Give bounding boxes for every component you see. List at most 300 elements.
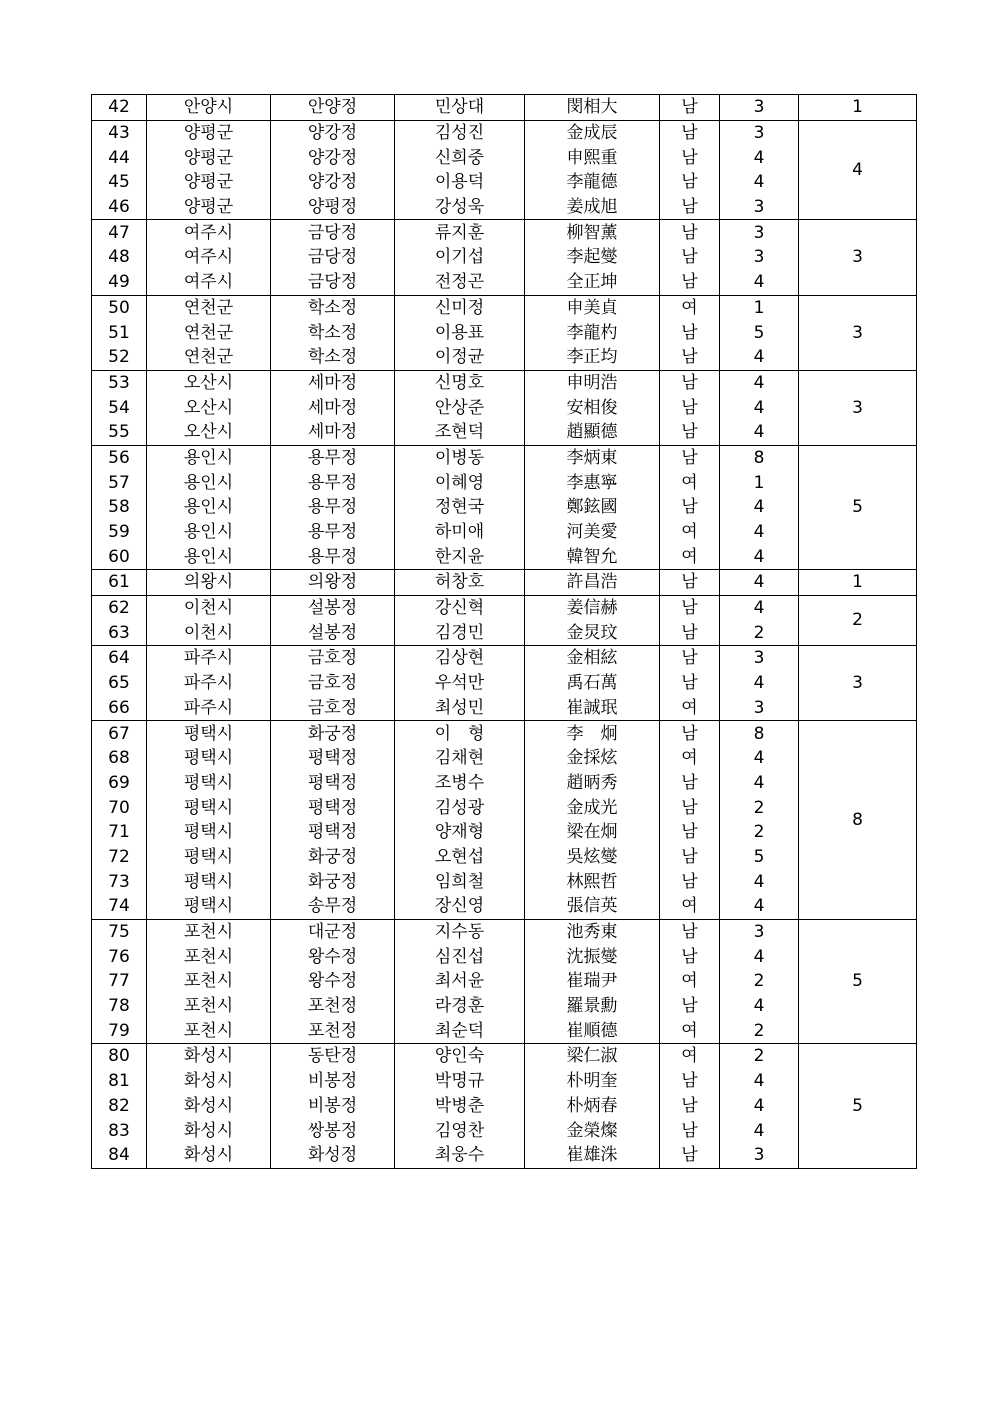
city-cell: 평택시 — [147, 894, 271, 919]
gender-cell: 남 — [660, 145, 720, 170]
archery-club-cell: 안양정 — [271, 95, 395, 121]
row-number-cell: 64 — [92, 646, 147, 671]
archery-club-cell: 의왕정 — [271, 570, 395, 596]
gender-cell: 남 — [660, 570, 720, 596]
name-korean-cell: 최성민 — [395, 696, 525, 721]
grade-cell: 4 — [720, 595, 799, 620]
table-row — [92, 969, 917, 994]
row-number-cell: 47 — [92, 220, 147, 245]
city-cell: 포천시 — [147, 1018, 271, 1043]
row-number-cell: 56 — [92, 445, 147, 470]
group-count-cell: 4 — [799, 120, 917, 220]
archery-club-cell: 금당정 — [271, 220, 395, 245]
row-number-cell: 46 — [92, 195, 147, 220]
gender-cell: 남 — [660, 869, 720, 894]
row-number-cell: 54 — [92, 395, 147, 420]
grade-cell: 4 — [720, 746, 799, 771]
name-korean-cell: 라경훈 — [395, 994, 525, 1019]
row-number-cell: 52 — [92, 345, 147, 370]
grade-cell: 4 — [720, 420, 799, 445]
name-korean-cell: 안상준 — [395, 395, 525, 420]
grade-cell: 4 — [720, 1118, 799, 1143]
name-hanja-cell: 金炅玟 — [525, 620, 660, 645]
city-cell: 연천군 — [147, 345, 271, 370]
gender-cell: 남 — [660, 944, 720, 969]
gender-cell: 남 — [660, 270, 720, 295]
archery-club-cell: 비봉정 — [271, 1094, 395, 1119]
name-korean-cell: 한지윤 — [395, 544, 525, 569]
table-row — [92, 1118, 917, 1143]
city-cell: 포천시 — [147, 969, 271, 994]
archery-club-cell: 세마정 — [271, 395, 395, 420]
grade-cell: 3 — [720, 195, 799, 220]
row-number-cell: 78 — [92, 994, 147, 1019]
grade-cell: 4 — [720, 671, 799, 696]
row-number-cell: 63 — [92, 620, 147, 645]
name-hanja-cell: 崔雄洙 — [525, 1143, 660, 1168]
table-row — [92, 420, 917, 445]
name-korean-cell: 이병동 — [395, 445, 525, 470]
archery-club-cell: 학소정 — [271, 320, 395, 345]
gender-cell: 남 — [660, 1143, 720, 1168]
table-row — [92, 1018, 917, 1043]
table-row — [92, 245, 917, 270]
city-cell: 화성시 — [147, 1143, 271, 1168]
row-number-cell: 65 — [92, 671, 147, 696]
name-korean-cell: 최순덕 — [395, 1018, 525, 1043]
name-korean-cell: 이용표 — [395, 320, 525, 345]
name-hanja-cell: 崔誠珉 — [525, 696, 660, 721]
row-number-cell: 73 — [92, 869, 147, 894]
gender-cell: 남 — [660, 845, 720, 870]
gender-cell: 남 — [660, 395, 720, 420]
name-hanja-cell: 林熙哲 — [525, 869, 660, 894]
city-cell: 파주시 — [147, 696, 271, 721]
grade-cell: 4 — [720, 994, 799, 1019]
group-count-cell: 1 — [799, 570, 917, 596]
name-korean-cell: 김채현 — [395, 746, 525, 771]
name-hanja-cell: 李龍德 — [525, 170, 660, 195]
archery-club-cell: 학소정 — [271, 345, 395, 370]
city-cell: 용인시 — [147, 470, 271, 495]
archery-club-cell: 평택정 — [271, 746, 395, 771]
city-cell: 평택시 — [147, 721, 271, 746]
grade-cell: 2 — [720, 1018, 799, 1043]
gender-cell: 남 — [660, 120, 720, 145]
row-number-cell: 80 — [92, 1044, 147, 1069]
city-cell: 양평군 — [147, 170, 271, 195]
archery-club-cell: 평택정 — [271, 820, 395, 845]
table-row — [92, 746, 917, 771]
table-row — [92, 520, 917, 545]
row-number-cell: 67 — [92, 721, 147, 746]
grade-cell: 4 — [720, 894, 799, 919]
gender-cell: 남 — [660, 345, 720, 370]
name-hanja-cell: 申熙重 — [525, 145, 660, 170]
name-korean-cell: 최서윤 — [395, 969, 525, 994]
gender-cell: 남 — [660, 795, 720, 820]
row-number-cell: 60 — [92, 544, 147, 569]
city-cell: 평택시 — [147, 869, 271, 894]
name-korean-cell: 김영찬 — [395, 1118, 525, 1143]
table-row — [92, 320, 917, 345]
city-cell: 여주시 — [147, 220, 271, 245]
group-count-cell: 8 — [799, 721, 917, 920]
table-row — [92, 1044, 917, 1069]
city-cell: 오산시 — [147, 420, 271, 445]
name-korean-cell: 민상대 — [395, 95, 525, 121]
name-hanja-cell: 姜信赫 — [525, 595, 660, 620]
row-number-cell: 83 — [92, 1118, 147, 1143]
name-hanja-cell: 金採炫 — [525, 746, 660, 771]
table-row — [92, 1143, 917, 1168]
row-number-cell: 51 — [92, 320, 147, 345]
name-korean-cell: 박병춘 — [395, 1094, 525, 1119]
name-hanja-cell: 全正坤 — [525, 270, 660, 295]
name-korean-cell: 임희철 — [395, 869, 525, 894]
grade-cell: 4 — [720, 771, 799, 796]
name-korean-cell: 류지훈 — [395, 220, 525, 245]
grade-cell: 3 — [720, 1143, 799, 1168]
archery-club-cell: 양강정 — [271, 170, 395, 195]
name-hanja-cell: 柳智薰 — [525, 220, 660, 245]
archery-club-cell: 세마정 — [271, 370, 395, 395]
row-number-cell: 55 — [92, 420, 147, 445]
name-hanja-cell: 李炳東 — [525, 445, 660, 470]
city-cell: 의왕시 — [147, 570, 271, 596]
archery-club-cell: 용무정 — [271, 445, 395, 470]
name-hanja-cell: 李正均 — [525, 345, 660, 370]
name-hanja-cell: 申美貞 — [525, 295, 660, 320]
row-number-cell: 72 — [92, 845, 147, 870]
table-row — [92, 270, 917, 295]
table-row — [92, 495, 917, 520]
grade-cell: 4 — [720, 570, 799, 596]
city-cell: 오산시 — [147, 370, 271, 395]
grade-cell: 4 — [720, 544, 799, 569]
gender-cell: 남 — [660, 1118, 720, 1143]
row-number-cell: 75 — [92, 919, 147, 944]
name-korean-cell: 신미정 — [395, 295, 525, 320]
table-row — [92, 696, 917, 721]
row-number-cell: 71 — [92, 820, 147, 845]
name-korean-cell: 이용덕 — [395, 170, 525, 195]
archery-club-cell: 용무정 — [271, 495, 395, 520]
name-korean-cell: 이정균 — [395, 345, 525, 370]
row-number-cell: 68 — [92, 746, 147, 771]
name-hanja-cell: 梁仁淑 — [525, 1044, 660, 1069]
table-row — [92, 620, 917, 645]
name-korean-cell: 김성진 — [395, 120, 525, 145]
row-number-cell: 69 — [92, 771, 147, 796]
grade-cell: 8 — [720, 721, 799, 746]
city-cell: 평택시 — [147, 795, 271, 820]
group-count-cell: 2 — [799, 595, 917, 645]
city-cell: 안양시 — [147, 95, 271, 121]
table-row — [92, 370, 917, 395]
table-row — [92, 220, 917, 245]
table-row — [92, 771, 917, 796]
name-korean-cell: 강성욱 — [395, 195, 525, 220]
table-row — [92, 570, 917, 596]
name-hanja-cell: 許昌浩 — [525, 570, 660, 596]
name-korean-cell: 정현국 — [395, 495, 525, 520]
name-hanja-cell: 金成辰 — [525, 120, 660, 145]
archery-club-cell: 금호정 — [271, 696, 395, 721]
grade-cell: 5 — [720, 845, 799, 870]
gender-cell: 남 — [660, 95, 720, 121]
row-number-cell: 66 — [92, 696, 147, 721]
grade-cell: 2 — [720, 820, 799, 845]
row-number-cell: 62 — [92, 595, 147, 620]
name-hanja-cell: 李龍杓 — [525, 320, 660, 345]
gender-cell: 남 — [660, 320, 720, 345]
table-row — [92, 919, 917, 944]
city-cell: 연천군 — [147, 295, 271, 320]
grade-cell: 4 — [720, 270, 799, 295]
grade-cell: 1 — [720, 295, 799, 320]
table-row — [92, 120, 917, 145]
grade-cell: 2 — [720, 1044, 799, 1069]
city-cell: 화성시 — [147, 1094, 271, 1119]
city-cell: 화성시 — [147, 1118, 271, 1143]
city-cell: 평택시 — [147, 820, 271, 845]
archery-club-cell: 화성정 — [271, 1143, 395, 1168]
gender-cell: 남 — [660, 220, 720, 245]
gender-cell: 남 — [660, 646, 720, 671]
grade-cell: 5 — [720, 320, 799, 345]
archery-club-cell: 대군정 — [271, 919, 395, 944]
gender-cell: 남 — [660, 420, 720, 445]
table-row — [92, 395, 917, 420]
name-hanja-cell: 姜成旭 — [525, 195, 660, 220]
group-count-cell: 5 — [799, 919, 917, 1043]
name-korean-cell: 강신혁 — [395, 595, 525, 620]
city-cell: 파주시 — [147, 671, 271, 696]
archery-club-cell: 양강정 — [271, 120, 395, 145]
row-number-cell: 57 — [92, 470, 147, 495]
city-cell: 여주시 — [147, 245, 271, 270]
archery-club-cell: 평택정 — [271, 795, 395, 820]
gender-cell: 여 — [660, 894, 720, 919]
table-row — [92, 721, 917, 746]
name-hanja-cell: 朴炳春 — [525, 1094, 660, 1119]
name-korean-cell: 조현덕 — [395, 420, 525, 445]
grade-cell: 4 — [720, 520, 799, 545]
name-korean-cell: 양재형 — [395, 820, 525, 845]
grade-cell: 4 — [720, 370, 799, 395]
city-cell: 포천시 — [147, 944, 271, 969]
gender-cell: 여 — [660, 295, 720, 320]
table-row — [92, 470, 917, 495]
gender-cell: 여 — [660, 1044, 720, 1069]
archery-club-cell: 용무정 — [271, 470, 395, 495]
name-hanja-cell: 金相絃 — [525, 646, 660, 671]
group-count-cell: 3 — [799, 220, 917, 295]
grade-cell: 4 — [720, 869, 799, 894]
row-number-cell: 76 — [92, 944, 147, 969]
gender-cell: 남 — [660, 595, 720, 620]
name-hanja-cell: 沈振燮 — [525, 944, 660, 969]
name-hanja-cell: 申明浩 — [525, 370, 660, 395]
gender-cell: 남 — [660, 370, 720, 395]
row-number-cell: 50 — [92, 295, 147, 320]
grade-cell: 3 — [720, 919, 799, 944]
name-hanja-cell: 閔相大 — [525, 95, 660, 121]
archery-club-cell: 포천정 — [271, 1018, 395, 1043]
archery-club-cell: 동탄정 — [271, 1044, 395, 1069]
archery-club-cell: 금호정 — [271, 671, 395, 696]
gender-cell: 여 — [660, 969, 720, 994]
gender-cell: 여 — [660, 520, 720, 545]
table-row — [92, 795, 917, 820]
name-hanja-cell: 安相俊 — [525, 395, 660, 420]
row-number-cell: 59 — [92, 520, 147, 545]
archery-club-cell: 화궁정 — [271, 721, 395, 746]
city-cell: 포천시 — [147, 994, 271, 1019]
table-row — [92, 95, 917, 121]
gender-cell: 여 — [660, 470, 720, 495]
name-korean-cell: 하미애 — [395, 520, 525, 545]
name-hanja-cell: 崔瑞尹 — [525, 969, 660, 994]
archery-club-cell: 용무정 — [271, 544, 395, 569]
gender-cell: 남 — [660, 1094, 720, 1119]
city-cell: 이천시 — [147, 595, 271, 620]
archery-club-cell: 왕수정 — [271, 969, 395, 994]
gender-cell: 여 — [660, 746, 720, 771]
name-korean-cell: 우석만 — [395, 671, 525, 696]
row-number-cell: 77 — [92, 969, 147, 994]
table-row — [92, 544, 917, 569]
city-cell: 파주시 — [147, 646, 271, 671]
grade-cell: 3 — [720, 696, 799, 721]
roster-table-body — [92, 95, 917, 1169]
city-cell: 용인시 — [147, 520, 271, 545]
name-hanja-cell: 韓智允 — [525, 544, 660, 569]
city-cell: 화성시 — [147, 1044, 271, 1069]
row-number-cell: 53 — [92, 370, 147, 395]
name-hanja-cell: 李 炯 — [525, 721, 660, 746]
table-row — [92, 170, 917, 195]
archery-club-cell: 양평정 — [271, 195, 395, 220]
archery-club-cell: 설봉정 — [271, 595, 395, 620]
grade-cell: 4 — [720, 395, 799, 420]
grade-cell: 1 — [720, 470, 799, 495]
grade-cell: 4 — [720, 145, 799, 170]
grade-cell: 3 — [720, 245, 799, 270]
grade-cell: 4 — [720, 495, 799, 520]
gender-cell: 남 — [660, 721, 720, 746]
gender-cell: 여 — [660, 696, 720, 721]
archery-club-cell: 양강정 — [271, 145, 395, 170]
name-hanja-cell: 池秀東 — [525, 919, 660, 944]
table-row — [92, 345, 917, 370]
grade-cell: 4 — [720, 345, 799, 370]
gender-cell: 남 — [660, 671, 720, 696]
grade-cell: 2 — [720, 969, 799, 994]
archery-club-cell: 용무정 — [271, 520, 395, 545]
name-korean-cell: 조병수 — [395, 771, 525, 796]
name-korean-cell: 심진섭 — [395, 944, 525, 969]
name-korean-cell: 김경민 — [395, 620, 525, 645]
table-row — [92, 445, 917, 470]
name-korean-cell: 오현섭 — [395, 845, 525, 870]
grade-cell: 3 — [720, 220, 799, 245]
table-row — [92, 869, 917, 894]
name-korean-cell: 김상현 — [395, 646, 525, 671]
table-row — [92, 1094, 917, 1119]
name-korean-cell: 신희중 — [395, 145, 525, 170]
row-number-cell: 58 — [92, 495, 147, 520]
row-number-cell: 42 — [92, 95, 147, 121]
grade-cell: 4 — [720, 1069, 799, 1094]
table-row — [92, 295, 917, 320]
table-row — [92, 195, 917, 220]
gender-cell: 남 — [660, 994, 720, 1019]
name-hanja-cell: 金榮燦 — [525, 1118, 660, 1143]
group-count-cell: 5 — [799, 445, 917, 569]
gender-cell: 남 — [660, 245, 720, 270]
name-hanja-cell: 趙昞秀 — [525, 771, 660, 796]
grade-cell: 3 — [720, 646, 799, 671]
archery-club-cell: 포천정 — [271, 994, 395, 1019]
city-cell: 평택시 — [147, 746, 271, 771]
name-hanja-cell: 趙顯德 — [525, 420, 660, 445]
city-cell: 여주시 — [147, 270, 271, 295]
grade-cell: 3 — [720, 95, 799, 121]
city-cell: 용인시 — [147, 445, 271, 470]
gender-cell: 남 — [660, 170, 720, 195]
row-number-cell: 70 — [92, 795, 147, 820]
name-korean-cell: 양인숙 — [395, 1044, 525, 1069]
table-row — [92, 595, 917, 620]
name-hanja-cell: 朴明奎 — [525, 1069, 660, 1094]
name-hanja-cell: 李惠寧 — [525, 470, 660, 495]
city-cell: 화성시 — [147, 1069, 271, 1094]
table-row — [92, 820, 917, 845]
table-row — [92, 671, 917, 696]
grade-cell: 2 — [720, 795, 799, 820]
name-korean-cell: 박명규 — [395, 1069, 525, 1094]
row-number-cell: 81 — [92, 1069, 147, 1094]
archery-club-cell: 왕수정 — [271, 944, 395, 969]
archery-club-cell: 금당정 — [271, 270, 395, 295]
city-cell: 평택시 — [147, 771, 271, 796]
gender-cell: 남 — [660, 1069, 720, 1094]
archery-club-cell: 금당정 — [271, 245, 395, 270]
name-korean-cell: 허창호 — [395, 570, 525, 596]
grade-cell: 4 — [720, 944, 799, 969]
gender-cell: 남 — [660, 771, 720, 796]
name-hanja-cell: 李起燮 — [525, 245, 660, 270]
row-number-cell: 43 — [92, 120, 147, 145]
archery-club-cell: 화궁정 — [271, 869, 395, 894]
name-hanja-cell: 禹石萬 — [525, 671, 660, 696]
city-cell: 포천시 — [147, 919, 271, 944]
row-number-cell: 61 — [92, 570, 147, 596]
name-hanja-cell: 梁在炯 — [525, 820, 660, 845]
gender-cell: 남 — [660, 919, 720, 944]
archery-club-cell: 송무정 — [271, 894, 395, 919]
archery-club-cell: 쌍봉정 — [271, 1118, 395, 1143]
name-hanja-cell: 崔順德 — [525, 1018, 660, 1043]
gender-cell: 남 — [660, 195, 720, 220]
archery-club-cell: 금호정 — [271, 646, 395, 671]
row-number-cell: 49 — [92, 270, 147, 295]
table-row — [92, 994, 917, 1019]
group-count-cell: 1 — [799, 95, 917, 121]
city-cell: 이천시 — [147, 620, 271, 645]
